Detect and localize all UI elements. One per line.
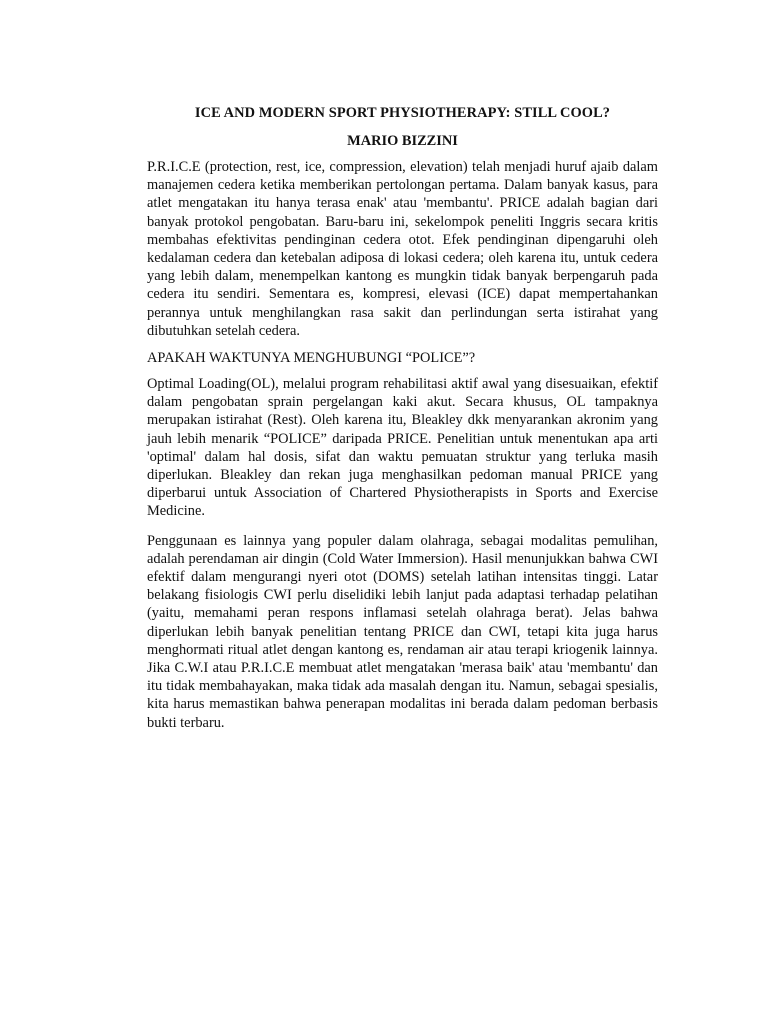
paragraph-price: P.R.I.C.E (protection, rest, ice, compression, elevation) telah menjadi huruf ajaib dalam manajemen cedera ketika memberikan pertolongan pertama. Dalam banyak kasus, para atlet mengatakan itu hanya terasa enak' atau 'membantu'. PRICE adalah bagian dari banyak protokol pengobatan. Baru-baru ini, sekelompok peneliti Inggris secara kritis membahas efektivitas pendinginan cedera otot. Efek pendinginan dipengaruhi oleh kedalaman cedera dan ketebalan adiposa di lokasi cedera; oleh karena itu, untuk cedera yang lebih dalam, menempelkan kantong es mungkin tidak banyak berpengaruh pada cedera itu sendiri. Sementara es, kompresi, elevasi (ICE) dapat mempertahankan perannya untuk menghilangkan rasa sakit dan perlindungan serta istirahat yang dibutuhkan setelah cedera. — [147, 159, 658, 339]
paragraph-cold-water-immersion: Penggunaan es lainnya yang populer dalam olahraga, sebagai modalitas pemulihan, adalah perendaman air dingin (Cold Water Immersion). Hasil menunjukkan bahwa CWI efektif dalam mengurangi nyeri otot (DOMS) setelah latihan intensitas tinggi. Latar belakang fisiologis CWI perlu diselidiki lebih lanjut pada adaptasi terhadap pelatihan (yaitu, memahami peran respons inflamasi setelah olahraga berat). Jelas bahwa diperlukan lebih banyak penelitian tentang PRICE dan CWI, tetapi kita juga harus menghormati ritual atlet dengan kantong es, rendaman air atau terapi kriogenik lainnya. Jika C.W.I atau P.R.I.C.E membuat atlet mengatakan 'merasa baik' atau 'membantu' dan itu tidak membahayakan, maka tidak ada masalah dengan itu. Namun, sebagai spesialis, kita harus memastikan bahwa penerapan modalitas ini berada dalam pedoman berbasis bukti terbaru. — [147, 532, 658, 731]
section-heading-police: APAKAH WAKTUNYA MENGHUBUNGI “POLICE”? — [147, 350, 476, 367]
paragraph-optimal-loading: Optimal Loading(OL), melalui program rehabilitasi aktif awal yang disesuaikan, efektif dalam pengobatan sprain pergelangan kaki akut. Secara khusus, OL tampaknya merupakan istirahat (Rest). Oleh karena itu, Bleakley dkk menyarankan akronim yang jauh lebih menarik “POLICE” daripada PRICE. Penelitian untuk menentukan apa arti 'optimal' dalam hal dosis, sifat dan waktu pemuatan struktur yang terluka masih diperlukan. Bleakley dan rekan juga menghasilkan pedoman manual PRICE yang diperbarui untuk Association of Chartered Physiotherapists in Sports and Exercise Medicine. — [147, 376, 658, 520]
document-page — [147, 104, 658, 732]
document-author: MARIO BIZZINI — [347, 133, 458, 149]
document-title: ICE AND MODERN SPORT PHYSIOTHERAPY: STILL COOL? — [194, 105, 611, 121]
